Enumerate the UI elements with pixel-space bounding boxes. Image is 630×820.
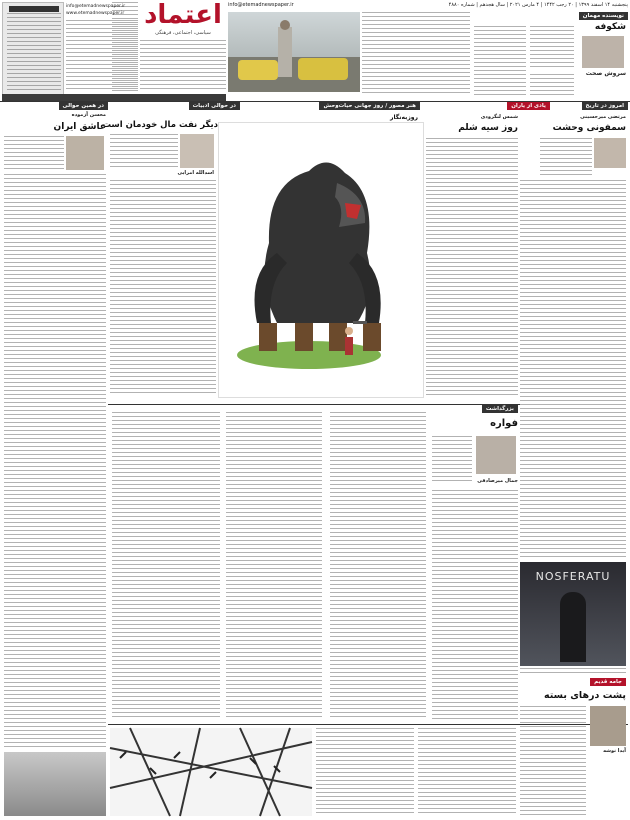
history-text xyxy=(520,180,626,560)
info-strip xyxy=(2,94,226,101)
history-author: مرتضی میرحسینی xyxy=(580,114,626,120)
lover-author: محسن آزموده xyxy=(71,112,106,118)
shokoofe-text xyxy=(530,26,574,70)
cartoon-caption: روزبه‌نگار xyxy=(390,114,418,121)
poster-title: NOSFERATU xyxy=(535,570,611,583)
memory-author: شمس لنگرودی xyxy=(480,114,518,120)
green-home-tag: در همین حوالی xyxy=(59,102,108,110)
tribute-author: جمال میرصادقی xyxy=(477,478,518,484)
old-garment-author: آیدا نوشه xyxy=(603,748,626,754)
masthead-editorial-box xyxy=(66,20,138,90)
top-story-text xyxy=(362,12,470,94)
lover-photo xyxy=(66,136,104,170)
memory-text xyxy=(426,138,518,396)
old-garment-tag: جامه قدیم xyxy=(590,678,626,686)
shokoofe-title: شکوفه xyxy=(594,22,626,32)
literature-title: دیگر نفت مال خودمان است xyxy=(102,120,218,130)
guest-writer-text xyxy=(474,26,526,96)
literature-text xyxy=(110,180,216,396)
nosferatu-poster xyxy=(520,562,626,666)
date-line: پنجشنبه ۱۴ اسفند ۱۳۹۹ | ۲۰ رجب ۱۴۴۲ | ۴ مارس ۲۰۲۱ | سال هجدهم | شماره ۴۸۸۰ xyxy=(448,2,628,8)
old-garment-photo xyxy=(590,706,626,746)
yadi-tag: یادی از یاران xyxy=(507,102,550,110)
lover-bottom-photo xyxy=(4,752,106,816)
lover-text xyxy=(4,174,106,750)
barbed-wire-illustration xyxy=(110,728,312,816)
tribute-tag: بزرگداشت xyxy=(482,405,518,413)
street-photo xyxy=(228,12,360,92)
masthead-logo: اعتماد xyxy=(144,0,222,30)
literature-photo xyxy=(180,134,214,168)
masthead-tagline: سیاسی، اجتماعی، فرهنگی xyxy=(155,30,211,36)
gorilla-illustration xyxy=(217,123,423,399)
tribute-title: فواره xyxy=(490,418,518,429)
author-photo-sohat xyxy=(582,36,624,68)
old-garment-title: پشت درهای بسته xyxy=(544,690,626,701)
lover-title: عاشق ایران xyxy=(53,122,106,132)
gorilla-cartoon xyxy=(218,122,424,398)
masthead-email[interactable]: info@etemadnewspaper.ir xyxy=(66,4,126,9)
history-title: سمفونی وحشت xyxy=(552,123,626,133)
top-email[interactable]: info@etemadnewspaper.ir xyxy=(228,2,294,8)
history-photo xyxy=(594,138,626,168)
masthead-website[interactable]: www.etemadnewspaper.ir xyxy=(66,11,125,16)
shokoofe-author: سروش صحت xyxy=(585,70,626,77)
masthead-staff-list xyxy=(140,40,226,92)
literature-author: اسدالله امرایی xyxy=(177,170,214,176)
today-history-tag: امروز در تاریخ xyxy=(582,102,628,110)
old-garment-text xyxy=(316,728,414,816)
tribute-text xyxy=(112,412,220,720)
literature-tag: در حوالی ادبیات xyxy=(189,102,240,110)
front-page-thumbnail xyxy=(2,2,64,98)
guest-writer-tag: نویسنده مهمان xyxy=(579,12,628,20)
memory-title: روز سیه شلم xyxy=(458,123,518,133)
world-art-tag: هنر مصور / روز جهانی حیات‌وحش xyxy=(319,102,420,110)
tribute-photo xyxy=(476,436,516,474)
